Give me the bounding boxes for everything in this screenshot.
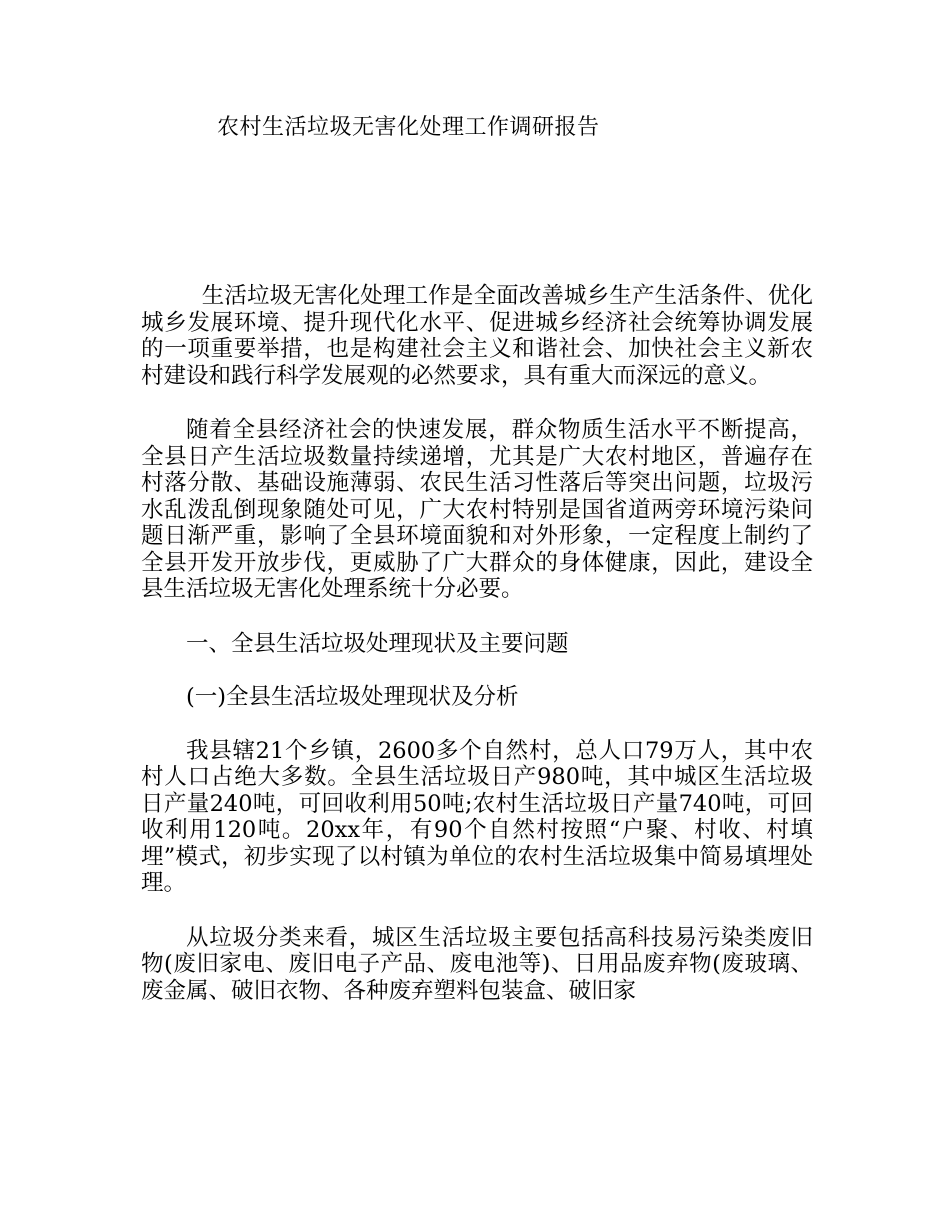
paragraph-intro: 生活垃圾无害化处理工作是全面改善城乡生产生活条件、优化城乡发展环境、提升现代化水平、促进城乡经济社会统筹协调发展的一项重要举措，也是构建社会主义和谐社会、加快社会主义新农村建设和践行科学发展观的必然要求，具有重大而深远的意义。 bbox=[141, 283, 813, 389]
paragraph-background: 随着全县经济社会的快速发展，群众物质生活水平不断提高，全县日产生活垃圾数量持续递增，尤其是广大农村地区，普遍存在村落分散、基础设施薄弱、农民生活习性落后等突出问题，垃圾污水乱泼乱倒现象随处可见，广大农村特别是国省道两旁环境污染问题日渐严重，影响了全县环境面貌和对外形象，一定程度上制约了全县开发开放步伐，更威胁了广大群众的身体健康，因此，建设全县生活垃圾无害化处理系统十分必要。 bbox=[141, 417, 813, 602]
document-title: 农村生活垃圾无害化处理工作调研报告 bbox=[217, 115, 600, 140]
paragraph-classification: 从垃圾分类来看，城区生活垃圾主要包括高科技易污染类废旧物(废旧家电、废旧电子产品、废电池等)、日用品废弃物(废玻璃、废金属、破旧衣物、各种废弃塑料包装盒、破旧家 bbox=[141, 924, 813, 1004]
document-body bbox=[141, 283, 813, 1032]
paragraph-status: 我县辖21个乡镇，2600多个自然村，总人口79万人，其中农村人口占绝大多数。全县生活垃圾日产980吨，其中城区生活垃圾日产量240吨，可回收利用50吨;农村生活垃圾日产量740吨，可回收利用120吨。20xx年，有90个自然村按照“户聚、村收、村填埋”模式，初步实现了以村镇为单位的农村生活垃圾集中简易填埋处理。 bbox=[141, 737, 813, 896]
section-heading: 一、全县生活垃圾处理现状及主要问题 bbox=[186, 630, 569, 657]
subsection-heading: (一)全县生活垃圾处理现状及分析 bbox=[186, 684, 519, 710]
